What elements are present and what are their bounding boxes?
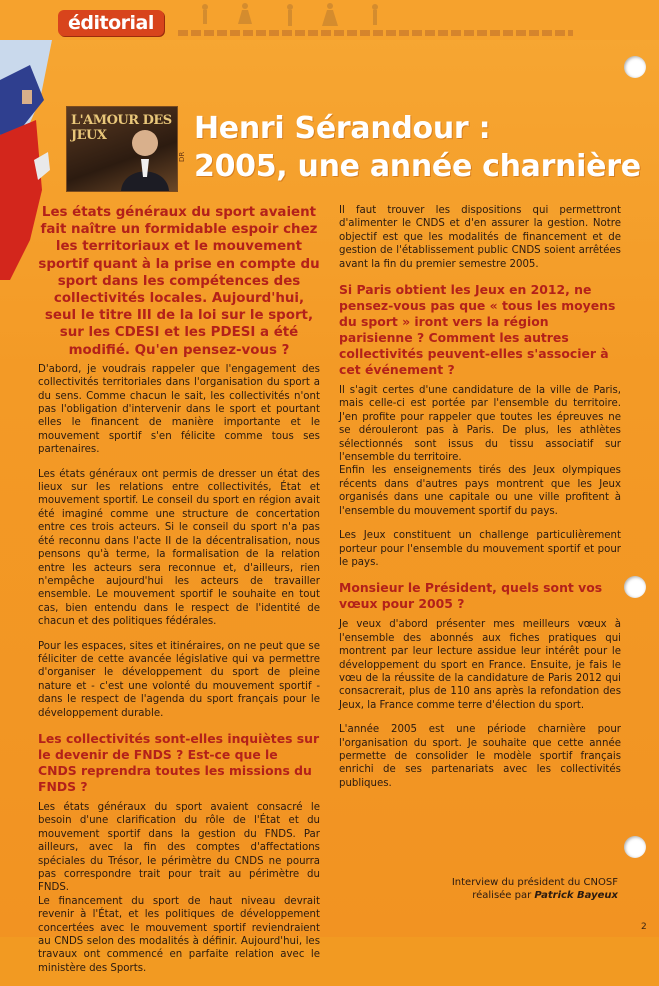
paragraph: L'année 2005 est une période charnière pour l'organisation du sport. Je souhaite que cette année permette de consolider le modèle sportif français enrichi de ses partenariats avec les collectivités publiques. [339, 724, 621, 789]
paragraph: Il s'agit certes d'une candidature de la ville de Paris, mais celle-ci est portée par l'ensemble du territoire. J'en profite pour rappeler que toutes les épreuves ne se dérouleront pas à Paris. De plus, les athlètes sélectionnés sont issus du tissu associatif sur l'ensemble du territoire. [339, 385, 621, 464]
column-left [38, 200, 320, 986]
question-heading: Monsieur le Président, quels sont vos vœux pour 2005 ? [339, 580, 603, 612]
photo-credit: DR [178, 151, 186, 162]
intro-question: Les états généraux du sport avaient fait naître un formidable espoir chez les territoriaux et le mouvement sportif quant à la prise en compte du sport dans les compétences des collectivités locales. Aujourd'hui, seul le titre III de la loi sur le sport, sur les CDESI et les PDESI a été modifié. Qu'en pensez-vous ? [38, 205, 320, 358]
paragraph: Les états généraux du sport avaient consacré le besoin d'une clarification du rôle de l'État et du mouvement sportif dans la gestion du FNDS. Par ailleurs, avec la fin des comptes d'affectations spéciales du Trésor, le périmètre du CNDS ne pourra pas correspondre trait pour trait au périmètre du FNDS. [38, 801, 320, 894]
headline [194, 110, 641, 186]
binder-hole [624, 576, 646, 598]
paragraph: Le financement du sport de haut niveau devrait revenir à l'État, et les politiques de développement concertées avec le mouvement sportif reviendraient au CNDS selon des modalités à définir. Aujourd'hui, les travaux ont commencé en parfaite relation avec le ministère des Sports. [38, 895, 320, 974]
person-portrait-icon [115, 125, 175, 191]
signature-line: Interview du président du CNOSF [451, 877, 618, 888]
portrait-photo [66, 106, 178, 192]
paragraph: Enfin les enseignements tirés des Jeux olympiques récents dans d'autres pays montrent que les Jeux organisés dans une capitale ou une ville profitent à l'ensemble du mouvement sportif du pays. [339, 465, 621, 517]
photo-overlay-text: L'AMOUR DES JEUX [71, 113, 172, 143]
headline-line-1: Henri Sérandour : [194, 111, 491, 146]
binder-hole [624, 836, 646, 858]
question-heading: Si Paris obtient les Jeux en 2012, ne pensez-vous pas que « tous les moyens du sport » iront vers la région parisienne ? Comment les autres collectivités peuvent-elles s'associer à cet événement ? [339, 282, 616, 378]
paragraph: Les Jeux constituent un challenge particulièrement porteur pour l'ensemble du mouvement sportif et pour le pays. [339, 530, 621, 568]
paragraph: D'abord, je voudrais rappeler que l'engagement des collectivités territoriales dans l'organisation du sport a du sens. Comme chacun le sait, les collectivités n'ont pas l'obligation d'intervenir dans le sport et pourtant elles le financent de manière importante et le mouvement sportif s'en félicite comme tous ses partenaires. [38, 363, 320, 456]
paragraph: Pour les espaces, sites et itinéraires, on ne peut que se féliciter de cette avancée législative qui va permettre d'organiser le développement du sport de pleine nature et - c'est une volonté du mouvement sportif - dans le respect de l'agenda du sport français pour le développement durable. [38, 640, 320, 719]
signature [372, 876, 618, 902]
athletes-silhouettes-icon [190, 2, 390, 32]
paragraph: Il faut trouver les dispositions qui permettront d'alimenter le CNDS et d'en assurer la gestion. Notre objectif est que les modalités de financement et de gestion de l'établissement public CNDS soient arrêtées avant la fin du premier semestre 2005. [339, 205, 621, 270]
column-right [339, 204, 621, 801]
paragraph: Les états généraux ont permis de dresser un état des lieux sur les relations entre collectivités, État et mouvement sportif. Le conseil du sport en région avait été imaginé comme une structure de concertation entre ces trois acteurs. Si le conseil du sport n'a pas été reconnu dans l'acte II de la décentralisation, nous pensons qu'à terme, la formalisation de la relation entre les acteurs sera reconnue et, d'ailleurs, rien n'empêche aujourd'hui les acteurs de travailler ensemble. Le mouvement sportif le souhaite en tout cas, bien entendu dans le respect de l'identité de chacun et des politiques fédérales. [38, 468, 320, 628]
paragraph: Je veux d'abord présenter mes meilleurs vœux à l'ensemble des abonnés aux fiches pratiques qui montrent par leur lecture assidue leur intérêt pour le développement du sport en France. Ensuite, je fais le vœu de la réussite de la candidature de Paris 2012 qui consacrerait, plus de 110 ans après la refondation des Jeux, la France comme terre d'élection du sport. [339, 619, 621, 711]
section-label: éditorial [58, 10, 164, 36]
signature-author: Patrick Bayeux [534, 890, 618, 901]
page-number: 2 [641, 922, 647, 932]
signature-prefix: réalisée par [472, 890, 532, 901]
binder-hole [624, 56, 646, 78]
question-heading: Les collectivités sont-elles inquiètes sur le devenir de FNDS ? Est-ce que le CNDS reprendra toutes les missions du FNDS ? [38, 730, 320, 794]
headline-line-2: 2005, une année charnière [194, 149, 641, 184]
